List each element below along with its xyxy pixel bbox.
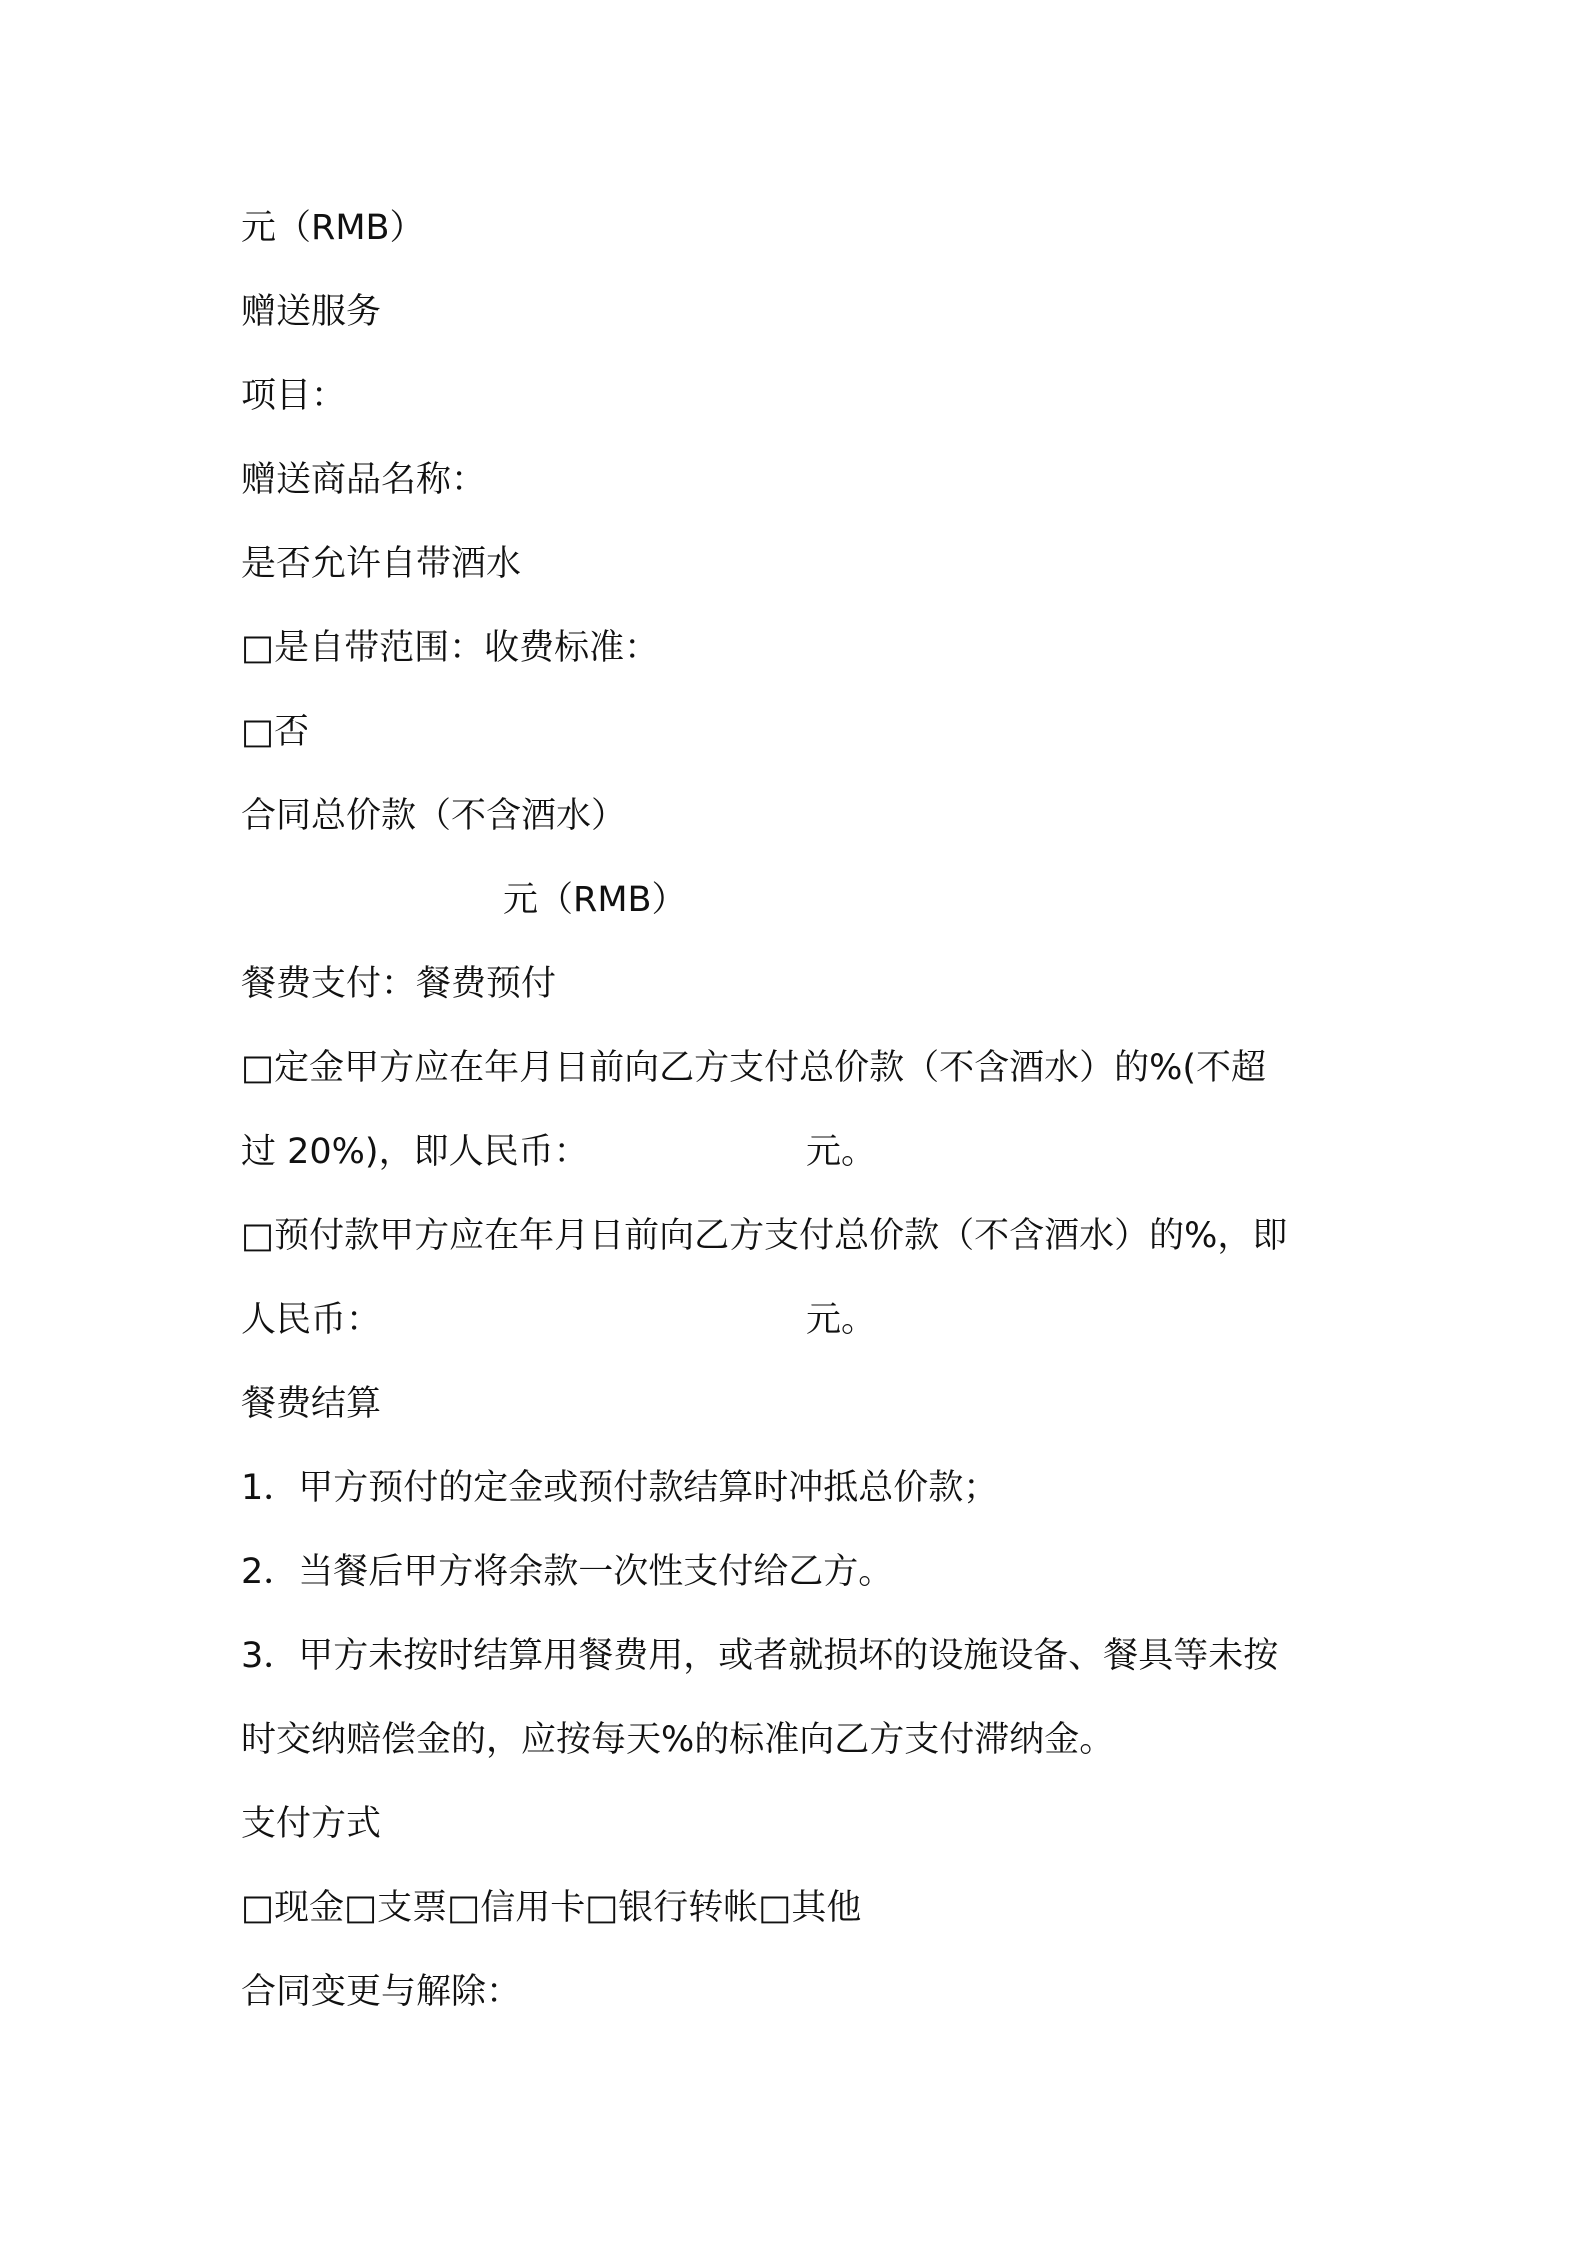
contract-change-heading: 合同变更与解除： — [241, 1972, 522, 2012]
deposit-amount-unit: 元。 — [806, 1132, 877, 1172]
own-drinks-no-option: □否 — [241, 712, 310, 752]
settlement-clause-1: 1．甲方预付的定金或预付款结算时冲抵总价款； — [241, 1468, 999, 1508]
gift-service-heading: 赠送服务 — [241, 292, 382, 332]
deposit-amount-line: 过 20%)，即人民币： — [241, 1132, 589, 1172]
deposit-option-line: □定金甲方应在年月日前向乙方支付总价款（不含酒水）的%(不超 — [241, 1048, 1266, 1088]
contract-total-unit: 元（RMB） — [503, 880, 687, 920]
item-label: 项目： — [241, 376, 347, 416]
payment-method-options: □现金□支票□信用卡□银行转帐□其他 — [241, 1888, 862, 1928]
settlement-clause-2: 2．当餐后甲方将余款一次性支付给乙方。 — [241, 1552, 894, 1592]
settlement-clause-3: 3．甲方未按时结算用餐费用，或者就损坏的设施设备、餐具等未按 — [241, 1636, 1279, 1676]
own-drinks-question: 是否允许自带酒水 — [241, 544, 522, 584]
currency-unit-line: 元（RMB） — [241, 208, 425, 248]
meal-settlement-heading: 餐费结算 — [241, 1384, 382, 1424]
settlement-clause-3-continued: 时交纳赔偿金的，应按每天%的标准向乙方支付滞纳金。 — [241, 1720, 1115, 1760]
prepayment-amount-unit: 元。 — [806, 1300, 877, 1340]
gift-goods-name-label: 赠送商品名称： — [241, 460, 487, 500]
meal-payment-label: 餐费支付：餐费预付 — [241, 964, 557, 1004]
own-drinks-yes-option: □是自带范围：收费标准： — [241, 628, 660, 668]
contract-total-label: 合同总价款（不含酒水） — [241, 796, 627, 836]
prepayment-amount-line: 人民币： — [241, 1300, 382, 1340]
prepayment-option-line: □预付款甲方应在年月日前向乙方支付总价款（不含酒水）的%，即 — [241, 1216, 1288, 1256]
payment-method-heading: 支付方式 — [241, 1804, 382, 1844]
